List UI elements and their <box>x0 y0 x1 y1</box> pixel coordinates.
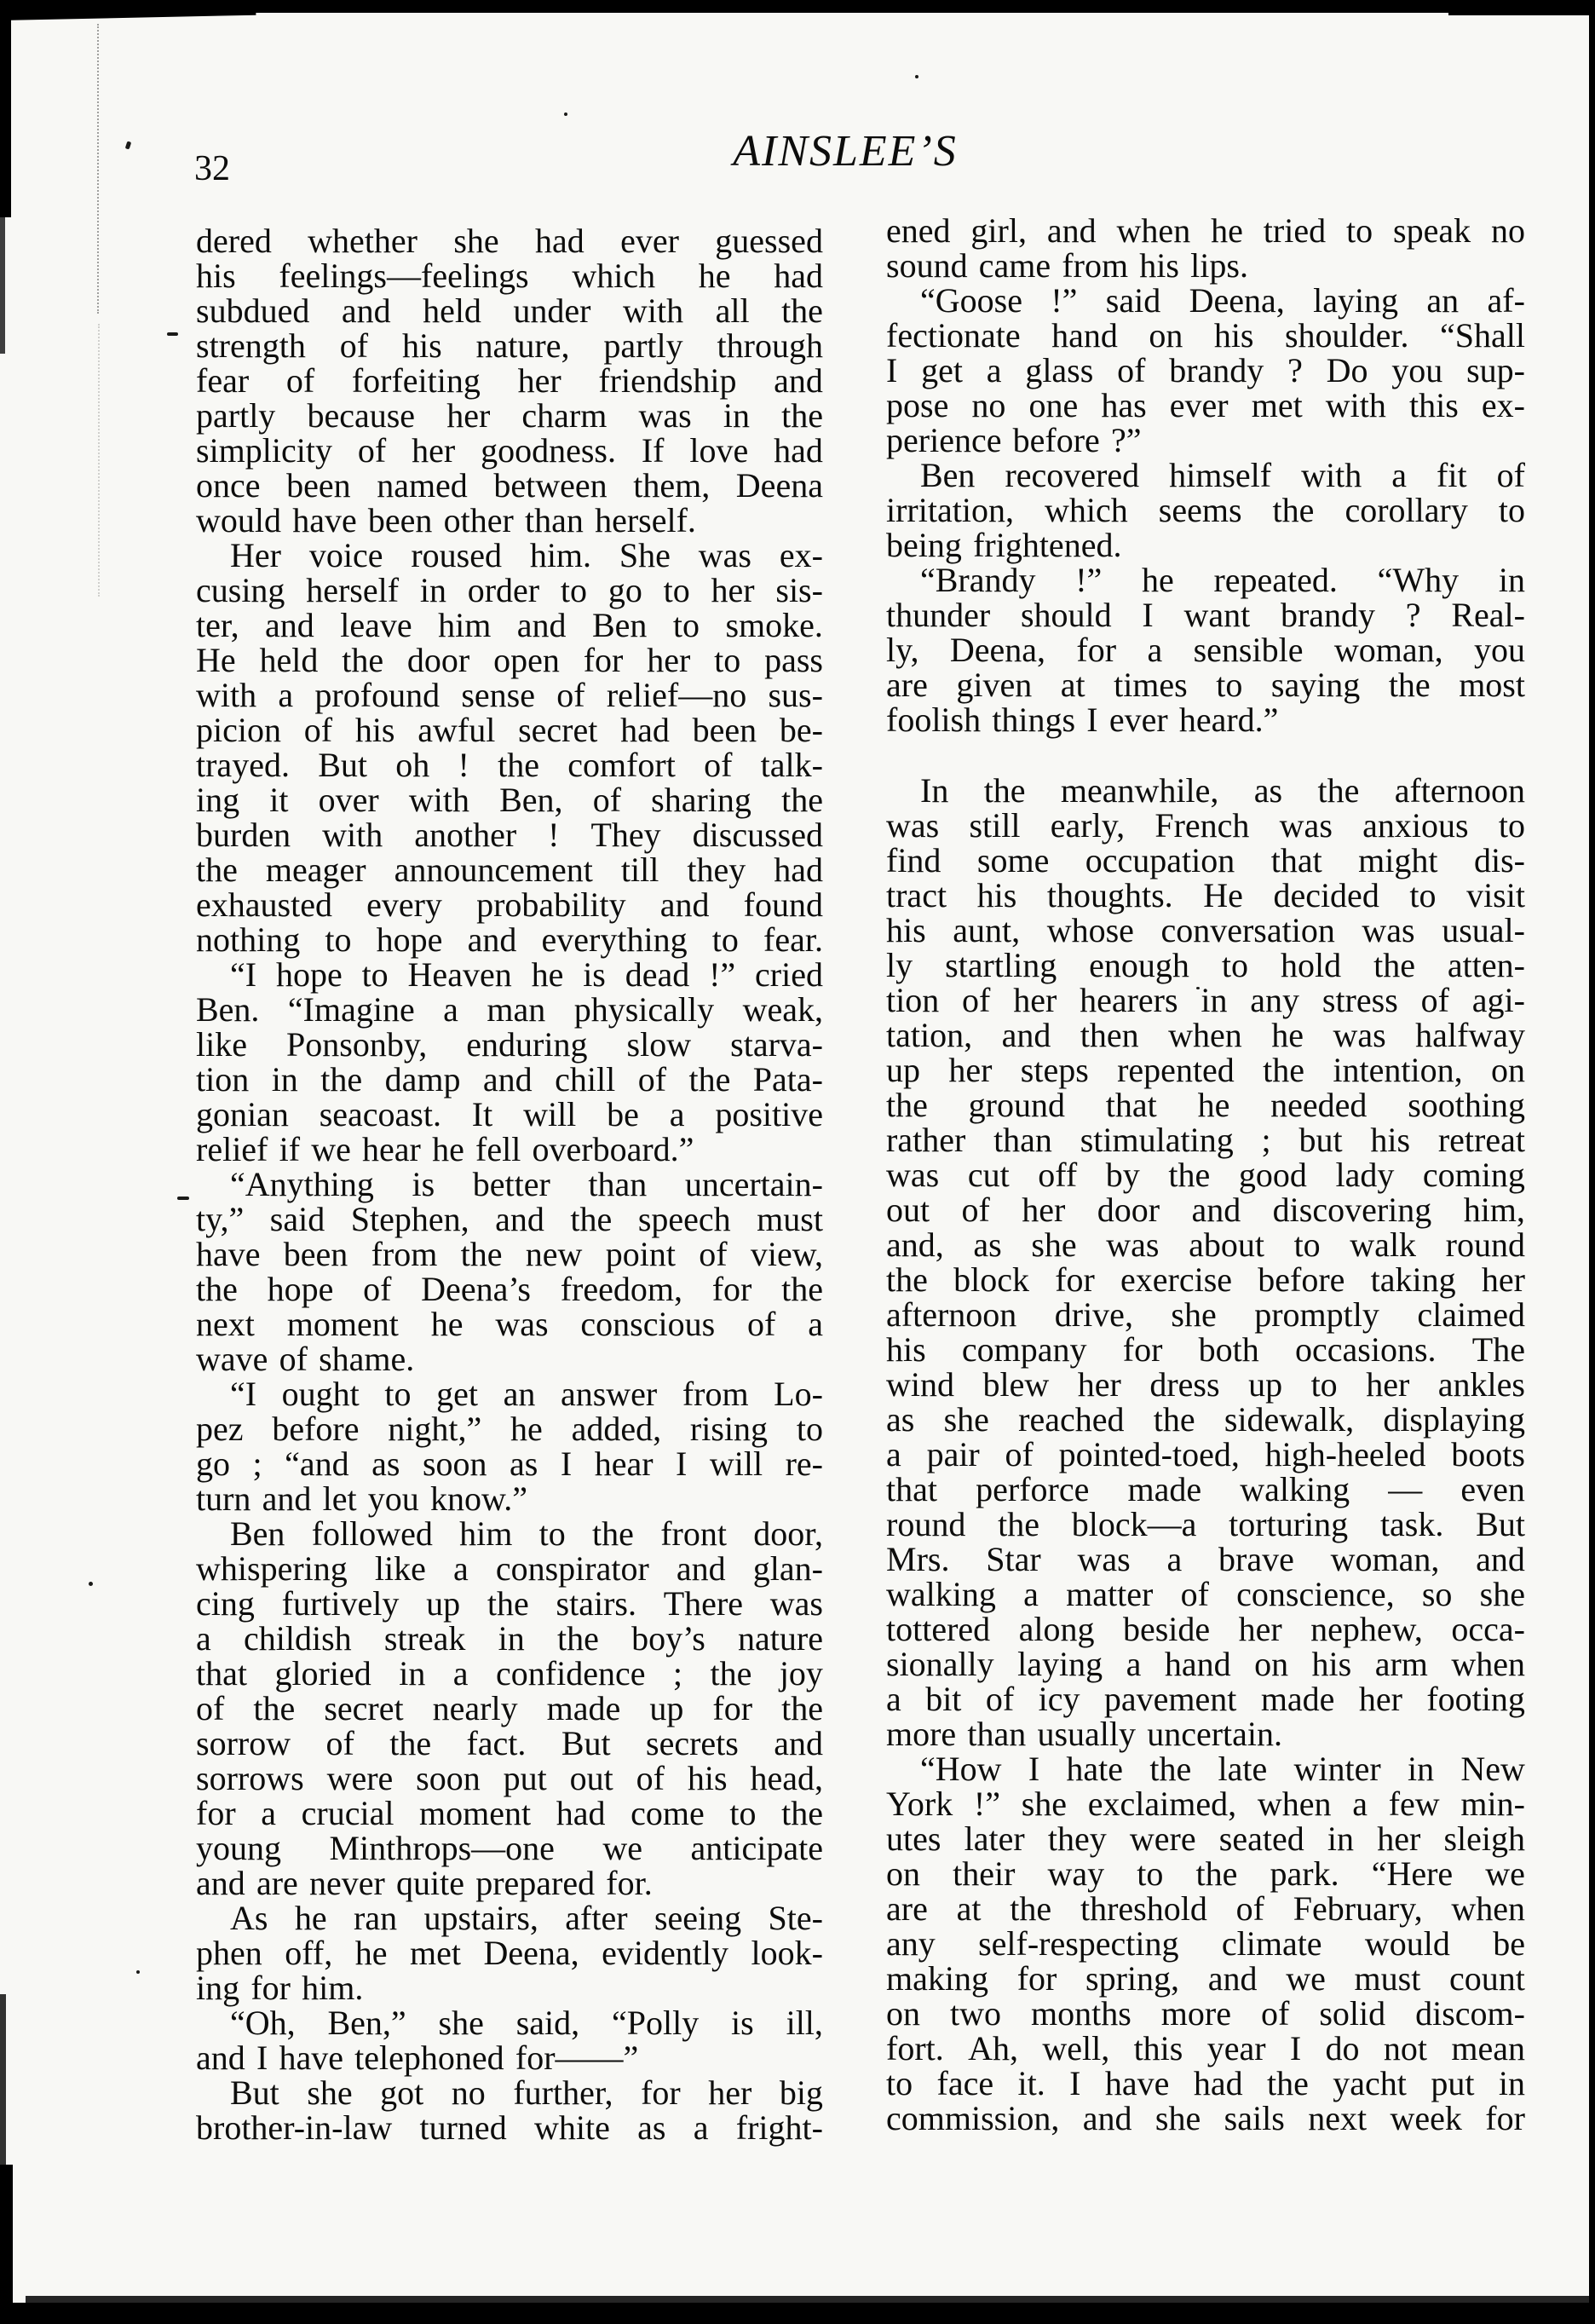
text-line: “Goose !” said Deena, laying an af- <box>920 281 1525 320</box>
text-line: commission, and she sails next week for <box>886 2099 1525 2137</box>
text-line: his aunt, whose conversation was usual- <box>886 911 1525 949</box>
text-line: As he ran upstairs, after seeing Ste- <box>230 1899 823 1937</box>
text-line: partly because her charm was in the <box>196 396 823 435</box>
text-line: “I hope to Heaven he is dead !” cried <box>230 955 823 994</box>
text-line: dered whether she had ever guessed <box>196 222 823 260</box>
text-line: irritation, which seems the corollary to <box>886 491 1525 529</box>
text-line: the hope of Deena’s freedom, for the <box>196 1270 823 1308</box>
ink-speck <box>915 75 918 78</box>
text-line: tract his thoughts. He decided to visit <box>886 876 1525 914</box>
text-line: subdued and held under with all the <box>196 291 823 330</box>
text-line: would have been other than herself. <box>196 501 696 539</box>
text-line: out of her door and discovering him, <box>886 1191 1525 1229</box>
text-line: Ben. “Imagine a man physically weak, <box>196 990 823 1029</box>
text-line: the block for exercise before taking her <box>886 1260 1525 1299</box>
text-line: to face it. I have had the yacht put in <box>886 2064 1525 2102</box>
text-line: that perforce made walking — even <box>886 1470 1525 1508</box>
text-line: ly startling enough to hold the atten- <box>886 946 1525 984</box>
text-line: find some occupation that might dis- <box>886 841 1525 879</box>
text-line: more than usually uncertain. <box>886 1715 1283 1753</box>
stray-dash-artifact <box>177 1197 189 1200</box>
text-line: perience before ?” <box>886 421 1142 459</box>
text-line: have been from the new point of view, <box>196 1235 823 1273</box>
text-line: and I have telephoned for——” <box>196 2039 639 2077</box>
text-line: the ground that he needed soothing <box>886 1086 1525 1124</box>
text-line: “I ought to get an answer from Lo- <box>230 1375 823 1413</box>
text-line: “Oh, Ben,” she said, “Polly is ill, <box>230 2004 823 2042</box>
ink-speck <box>125 141 132 149</box>
text-line: any self-respecting climate would be <box>886 1924 1525 1963</box>
text-line: up her steps repented the intention, on <box>886 1051 1525 1089</box>
text-line: round the block—a torturing task. But <box>886 1505 1525 1543</box>
text-line: Her voice roused him. She was ex- <box>230 536 823 574</box>
text-line: on their way to the park. “Here we <box>886 1854 1525 1893</box>
text-line: Ben recovered himself with a fit of <box>920 456 1525 494</box>
scan-edge-left-bottom <box>0 2165 13 2324</box>
text-line: on two months more of solid discom- <box>886 1994 1525 2033</box>
scan-edge-right <box>1589 0 1595 2324</box>
text-line: thunder should I want brandy ? Real- <box>886 596 1525 634</box>
ink-speck <box>89 1582 93 1586</box>
text-line: burden with another ! They discussed <box>196 816 823 854</box>
text-line: young Minthrops—one we anticipate <box>196 1829 823 1867</box>
text-line: nothing to hope and everything to fear. <box>196 920 823 959</box>
text-column-right <box>886 213 1525 2136</box>
text-line: the meager announcement till they had <box>196 851 823 889</box>
text-line: He held the door open for her to pass <box>196 641 823 679</box>
text-line: “Brandy !” he repeated. “Why in <box>920 561 1525 599</box>
text-line: of the secret nearly made up for the <box>196 1689 823 1727</box>
text-line: cing furtively up the stairs. There was <box>196 1584 823 1623</box>
text-line: ter, and leave him and Ben to smoke. <box>196 606 823 644</box>
text-line: turn and let you know.” <box>196 1479 528 1518</box>
text-line: phen off, he met Deena, evidently look- <box>196 1934 823 1972</box>
text-line: pez before night,” he added, rising to <box>196 1410 823 1448</box>
text-line: relief if we hear he fell overboard.” <box>196 1130 694 1168</box>
text-line: a bit of icy pavement made her footing <box>886 1680 1525 1718</box>
scan-edge-left-top <box>0 0 11 217</box>
text-line: cusing herself in order to go to her sis- <box>196 571 823 609</box>
text-line: exhausted every probability and found <box>196 885 823 924</box>
text-line: ened girl, and when he tried to speak no <box>886 211 1525 250</box>
text-line: tation, and then when he was halfway <box>886 1016 1525 1054</box>
text-line: fort. Ah, well, this year I do not mean <box>886 2029 1525 2067</box>
running-head-title: AINSLEE’S <box>733 127 958 176</box>
text-line: wave of shame. <box>196 1340 415 1378</box>
text-line: sound came from his lips. <box>886 246 1248 285</box>
text-line: next moment he was conscious of a <box>196 1305 823 1343</box>
text-line: I get a glass of brandy ? Do you sup- <box>886 351 1525 389</box>
text-line: fear of forfeiting her friendship and <box>196 361 823 400</box>
text-line: a childish streak in the boy’s nature <box>196 1619 823 1658</box>
text-line: utes later they were seated in her sleigh <box>886 1819 1525 1858</box>
text-line: his feelings—feelings which he had <box>196 257 823 295</box>
text-line: sionally laying a hand on his arm when <box>886 1645 1525 1683</box>
text-line: ly, Deena, for a sensible woman, you <box>886 631 1525 669</box>
text-line: “Anything is better than uncertain- <box>230 1165 823 1203</box>
text-line: fectionate hand on his shoulder. “Shall <box>886 316 1525 355</box>
text-line: whispering like a conspirator and glan- <box>196 1549 823 1588</box>
text-line: pose no one has ever met with this ex- <box>886 386 1525 424</box>
text-line: a pair of pointed-toed, high-heeled boots <box>886 1435 1525 1473</box>
scan-edge-left-lower <box>0 1994 6 2165</box>
text-line: tottered along beside her nephew, occa- <box>886 1610 1525 1648</box>
text-line: ing for him. <box>196 1969 364 2007</box>
text-line: simplicity of her goodness. If love had <box>196 431 823 470</box>
text-line: wind blew her dress up to her ankles <box>886 1365 1525 1404</box>
text-line: gonian seacoast. It will be a positive <box>196 1095 823 1133</box>
text-line: for a crucial moment had come to the <box>196 1794 823 1832</box>
text-line: as she reached the sidewalk, displaying <box>886 1400 1525 1439</box>
text-line: sorrows were soon put out of his head, <box>196 1759 823 1797</box>
text-line: and, as she was about to walk round <box>886 1225 1525 1264</box>
text-line: tion of her hearers in any stress of agi- <box>886 981 1525 1019</box>
text-column-left <box>196 223 823 2145</box>
text-line: strength of his nature, partly through <box>196 326 823 365</box>
text-line: was still early, French was anxious to <box>886 806 1525 845</box>
ink-speck <box>167 332 178 336</box>
ink-speck <box>564 112 567 116</box>
text-line: But she got no further, for her big <box>230 2073 823 2112</box>
scan-hairline-artifact-faint <box>98 324 100 597</box>
text-line: In the meanwhile, as the afternoon <box>920 771 1525 810</box>
text-line: afternoon drive, she promptly claimed <box>886 1295 1525 1334</box>
text-line: and are never quite prepared for. <box>196 1864 653 1902</box>
scan-edge-top-wedge <box>0 0 256 20</box>
text-line: Mrs. Star was a brave woman, and <box>886 1540 1525 1578</box>
text-line: “How I hate the late winter in New <box>920 1750 1525 1788</box>
scan-edge-left-upper <box>0 217 5 354</box>
text-line: sorrow of the fact. But secrets and <box>196 1724 823 1762</box>
text-line: go ; “and as soon as I hear I will re- <box>196 1445 823 1483</box>
scan-edge-bottom <box>0 2303 1595 2324</box>
text-line: with a profound sense of relief—no sus- <box>196 676 823 714</box>
text-line: walking a matter of conscience, so she <box>886 1575 1525 1613</box>
text-line: like Ponsonby, enduring slow starva- <box>196 1025 823 1064</box>
text-line: foolish things I ever heard.” <box>886 701 1279 739</box>
text-line: trayed. But oh ! the comfort of talk- <box>196 746 823 784</box>
scan-edge-top-right <box>1448 10 1595 15</box>
text-line: are given at times to saying the most <box>886 666 1525 704</box>
text-line: picion of his awful secret had been be- <box>196 711 823 749</box>
text-line: once been named between them, Deena <box>196 466 823 505</box>
text-line: tion in the damp and chill of the Pata- <box>196 1060 823 1099</box>
text-line: was cut off by the good lady coming <box>886 1156 1525 1194</box>
text-line: rather than stimulating ; but his retreat <box>886 1121 1525 1159</box>
scan-edge-bottom-ragged <box>26 2296 1595 2304</box>
text-line: being frightened. <box>886 526 1122 564</box>
page-number: 32 <box>194 149 230 188</box>
text-line: his company for both occasions. The <box>886 1330 1525 1369</box>
scan-hairline-artifact <box>97 24 99 314</box>
text-line: Ben followed him to the front door, <box>230 1514 823 1553</box>
text-line: brother-in-law turned white as a fright- <box>196 2108 823 2147</box>
ink-speck <box>136 1970 140 1974</box>
text-line: York !” she exclaimed, when a few min- <box>886 1785 1525 1823</box>
text-line: that gloried in a confidence ; the joy <box>196 1654 823 1693</box>
text-line: ty,” said Stephen, and the speech must <box>196 1200 823 1238</box>
text-line: making for spring, and we must count <box>886 1959 1525 1998</box>
text-line: ing it over with Ben, of sharing the <box>196 781 823 819</box>
text-line: are at the threshold of February, when <box>886 1889 1525 1928</box>
